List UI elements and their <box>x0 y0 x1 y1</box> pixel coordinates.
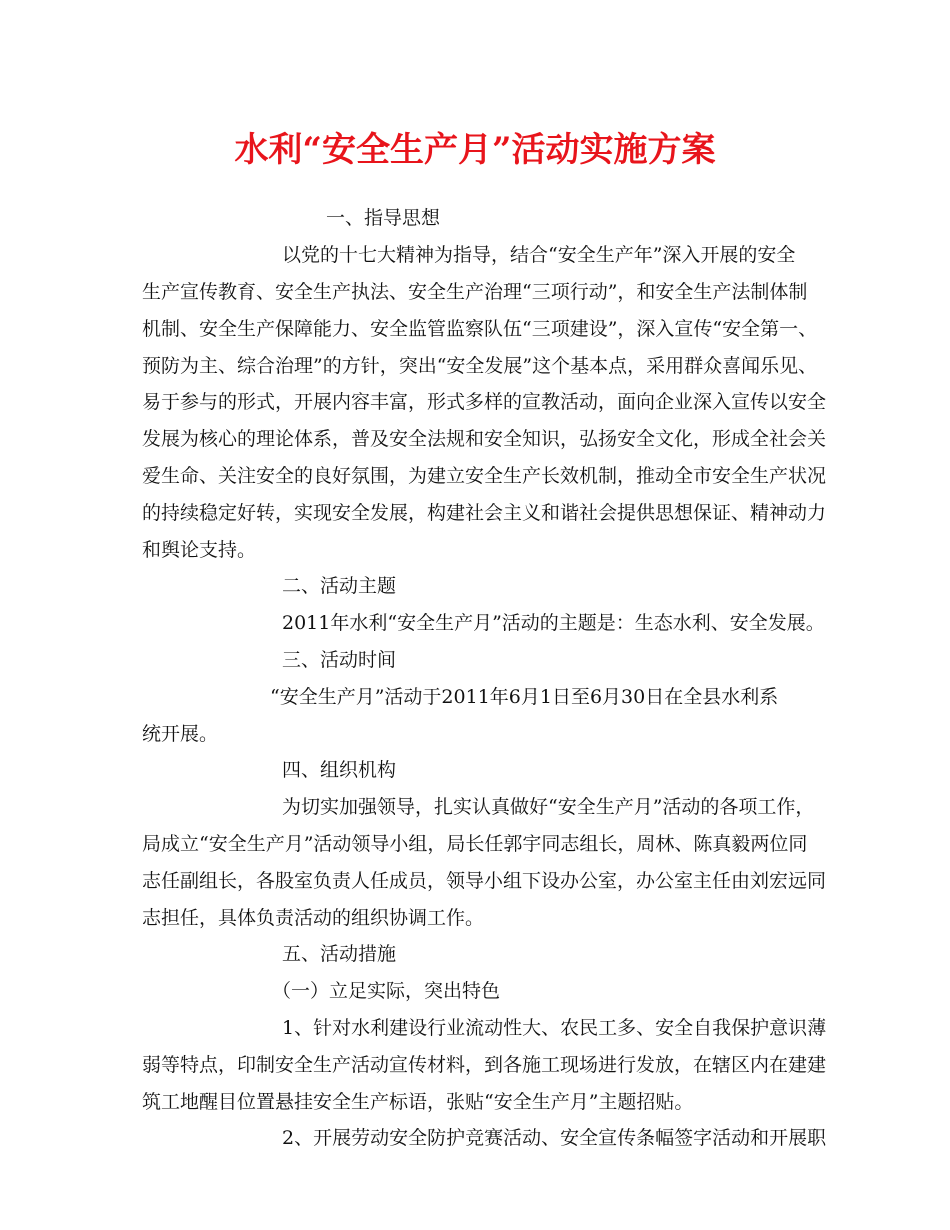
paragraph-line: 志任副组长，各股室负责人任成员，领导小组下设办公室，办公室主任由刘宏远同 <box>142 870 827 892</box>
paragraph-line: 为切实加强领导，扎实认真做好“安全生产月”活动的各项工作， <box>282 796 815 818</box>
paragraph-line: 预防为主、综合治理”的方针，突出“安全发展”这个基本点，采用群众喜闻乐见、 <box>142 355 818 377</box>
paragraph-line: 局成立“安全生产月”活动领导小组，局长任郭宇同志组长，周林、陈真毅两位同 <box>142 833 808 855</box>
paragraph-line: 弱等特点，印制安全生产活动宣传材料，到各施工现场进行发放，在辖区内在建建 <box>142 1054 827 1076</box>
paragraph-line: 志担任，具体负责活动的组织协调工作。 <box>142 907 485 929</box>
heading-guiding-thought: 一、指导思想 <box>326 207 441 229</box>
heading-activity-time: 三、活动时间 <box>282 649 397 671</box>
heading-activity-measures: 五、活动措施 <box>282 943 397 965</box>
paragraph-line: 以党的十七大精神为指导，结合“安全生产年”深入开展的安全 <box>282 244 796 266</box>
paragraph-line: 2、开展劳动安全防护竞赛活动、安全宣传条幅签字活动和开展职 <box>282 1127 827 1149</box>
paragraph-line: 爱生命、关注安全的良好氛围，为建立安全生产长效机制，推动全市安全生产状况 <box>142 465 827 487</box>
paragraph-line: “安全生产月”活动于2011年6月1日至6月30日在全县水利系 <box>270 686 779 708</box>
paragraph-line: 统开展。 <box>142 723 219 745</box>
document-title: 水利“安全生产月”活动实施方案 <box>234 130 716 170</box>
paragraph-line: 易于参与的形式，开展内容丰富，形式多样的宣教活动，面向企业深入宣传以安全 <box>142 391 827 413</box>
paragraph-line: 机制、安全生产保障能力、安全监管监察队伍“三项建设”，深入宣传“安全第一、 <box>142 318 818 340</box>
subheading: （一）立足实际，突出特色 <box>272 980 501 1002</box>
paragraph-line: 筑工地醒目位置悬挂安全生产标语，张贴“安全生产月”主题招贴。 <box>142 1091 694 1113</box>
paragraph-line: 发展为核心的理论体系，普及安全法规和安全知识，弘扬安全文化，形成全社会关 <box>142 428 827 450</box>
heading-organization: 四、组织机构 <box>282 759 397 781</box>
paragraph-line: 2011年水利“安全生产月”活动的主题是：生态水利、安全发展。 <box>282 612 825 634</box>
paragraph-line: 和舆论支持。 <box>142 539 257 561</box>
paragraph-line: 1、针对水利建设行业流动性大、农民工多、安全自我保护意识薄 <box>282 1017 827 1039</box>
paragraph-line: 的持续稳定好转，实现安全发展，构建社会主义和谐社会提供思想保证、精神动力 <box>142 502 827 524</box>
paragraph-line: 生产宣传教育、安全生产执法、安全生产治理“三项行动”，和安全生产法制体制 <box>142 281 808 303</box>
heading-activity-theme: 二、活动主题 <box>282 575 397 597</box>
